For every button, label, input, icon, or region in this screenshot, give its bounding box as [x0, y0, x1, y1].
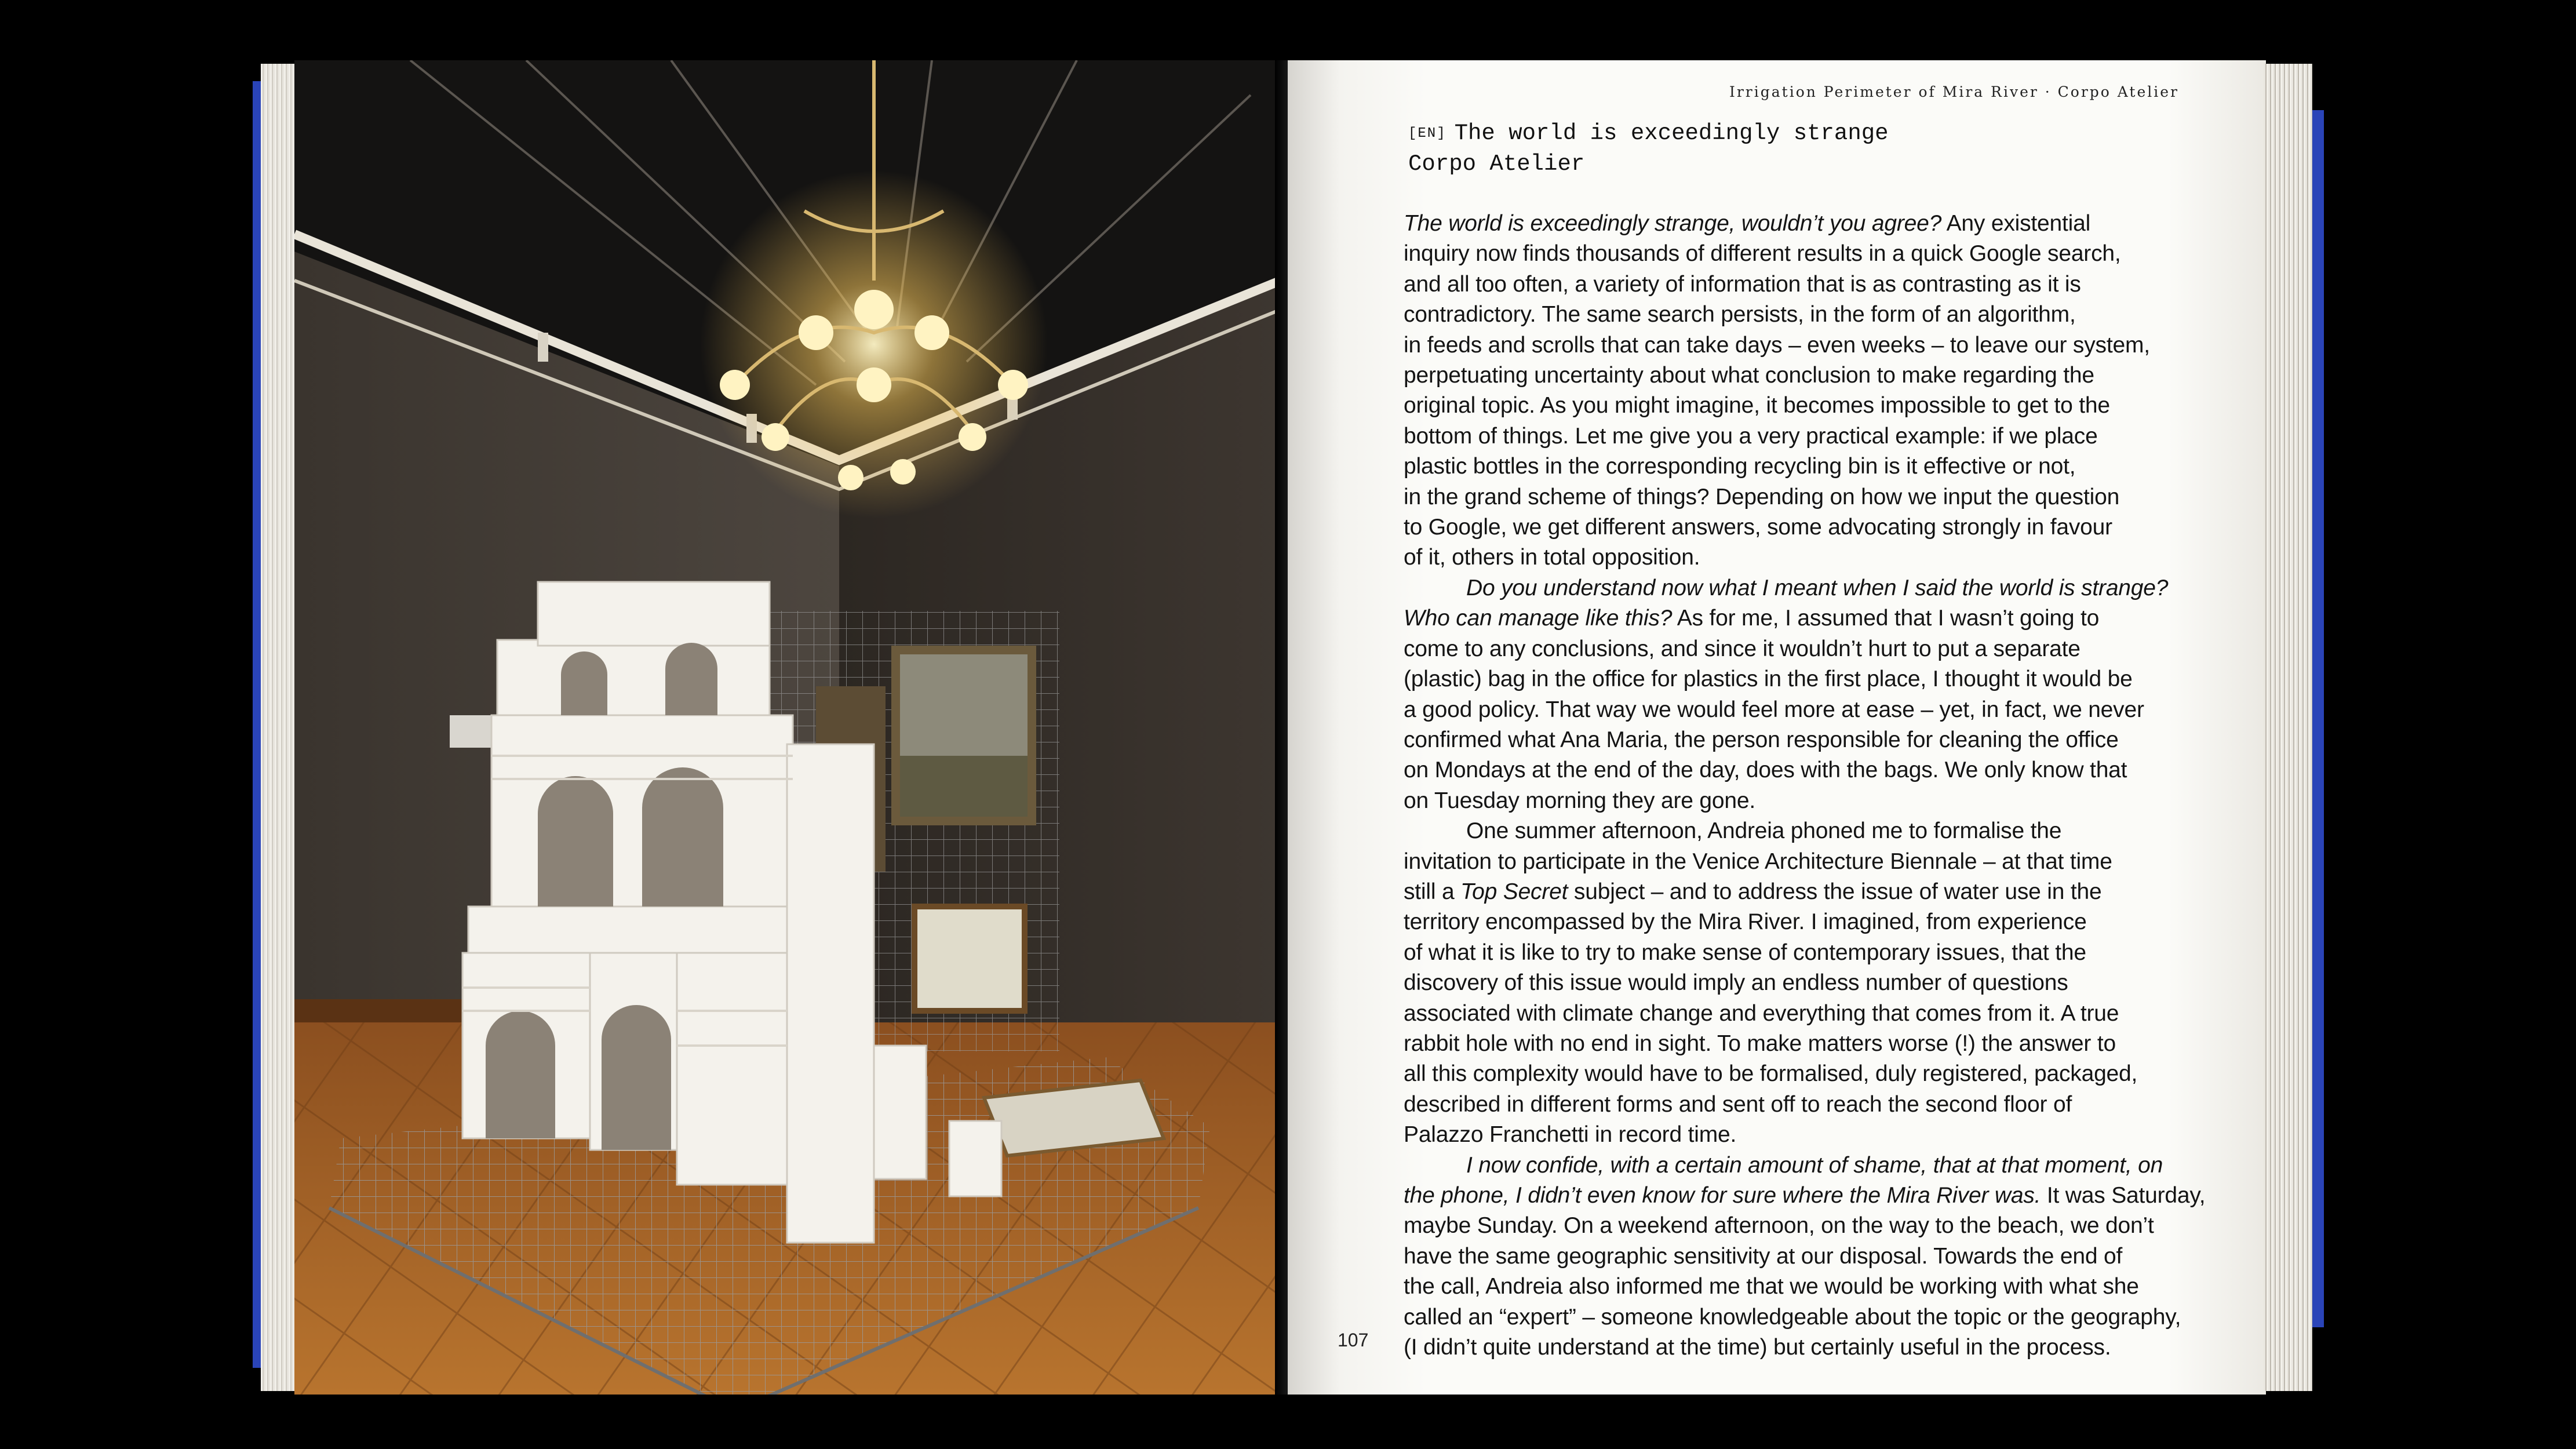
page-stack-left — [261, 64, 294, 1391]
text-run: still a — [1404, 879, 1461, 904]
right-page — [1288, 60, 2266, 1395]
text-line — [1404, 1242, 2221, 1272]
article-title: The world is exceedingly strange — [1454, 121, 1889, 146]
running-head: Irrigation Perimeter of Mira River · Corpo Atelier — [1729, 83, 2179, 100]
italic-run: the phone, I didn’t even know for sure where the Mira River was. — [1404, 1183, 2041, 1208]
text-run: associated with climate change and everything that comes from it. A true — [1404, 1000, 2119, 1026]
text-run: invitation to participate in the Venice Architecture Biennale – at that time — [1404, 849, 2112, 874]
text-line — [1404, 1029, 2221, 1059]
text-run: territory encompassed by the Mira River. I imagined, from experience — [1404, 909, 2087, 935]
text-line — [1404, 1059, 2221, 1089]
text-run: on Tuesday morning they are gone. — [1404, 788, 1755, 813]
text-line — [1404, 1302, 2221, 1333]
text-line — [1404, 330, 2221, 361]
text-line — [1404, 968, 2221, 998]
text-line — [1404, 300, 2221, 330]
italic-run: Top Secret — [1460, 879, 1568, 904]
text-run: described in different forms and sent off to reach the second floor of — [1404, 1091, 2072, 1117]
title-line — [1408, 118, 1889, 149]
text-line — [1404, 1090, 2221, 1120]
text-line — [1404, 391, 2221, 421]
text-run: (I didn’t quite understand at the time) but certainly useful in the process. — [1404, 1335, 2111, 1360]
text-run: come to any conclusions, and since it wouldn’t hurt to put a separate — [1404, 636, 2081, 661]
text-line — [1404, 1151, 2221, 1181]
text-run: One summer afternoon, Andreia phoned me to formalise the — [1466, 818, 2062, 844]
text-line — [1404, 1333, 2221, 1363]
text-run: all this complexity would have to be formalised, duly registered, packaged, — [1404, 1061, 2138, 1087]
text-run: of what it is like to try to make sense of contemporary issues, that the — [1404, 940, 2086, 965]
text-line — [1404, 695, 2221, 725]
text-line — [1404, 907, 2221, 937]
text-line — [1404, 421, 2221, 452]
text-line — [1404, 816, 2221, 846]
book-cover-edge-left — [253, 81, 261, 1368]
italic-run: I now confide, with a certain amount of shame, that at that moment, on — [1466, 1152, 2163, 1178]
text-run: on Mondays at the end of the day, does with the bags. We only know that — [1404, 758, 2127, 783]
text-run: As for me, I assumed that I wasn’t going to — [1672, 606, 2100, 631]
text-run: perpetuating uncertainty about what conclusion to make regarding the — [1404, 363, 2094, 388]
text-line — [1404, 755, 2221, 785]
text-line — [1404, 543, 2221, 573]
language-tag: [EN] — [1408, 126, 1447, 141]
text-run: It was Saturday, — [2041, 1183, 2206, 1208]
text-run: (plastic) bag in the office for plastics in the first place, I thought it would be — [1404, 667, 2133, 692]
text-run: of it, others in total opposition. — [1404, 545, 1700, 570]
italic-run: The world is exceedingly strange, wouldn’t you agree? — [1404, 211, 1942, 236]
text-line — [1404, 512, 2221, 543]
text-run: rabbit hole with no end in sight. To make matters worse (!) the answer to — [1404, 1031, 2116, 1056]
italic-run: Do you understand now what I meant when I said the world is strange? — [1466, 575, 2169, 600]
text-run: bottom of things. Let me give you a very practical example: if we place — [1404, 423, 2098, 449]
text-run: a good policy. That way we would feel more at ease – yet, in fact, we never — [1404, 697, 2144, 722]
italic-run: Who can manage like this? — [1404, 606, 1673, 631]
text-line — [1404, 786, 2221, 816]
text-line — [1404, 239, 2221, 269]
exhibition-photo — [294, 60, 1281, 1395]
text-line — [1404, 573, 2221, 603]
text-run: subject – and to address the issue of water use in the — [1568, 879, 2102, 904]
text-run: contradictory. The same search persists, in the form of an algorithm, — [1404, 302, 2076, 327]
left-page-photo — [294, 60, 1281, 1395]
text-run: Palazzo Franchetti in record time. — [1404, 1122, 1737, 1148]
text-line — [1404, 1120, 2221, 1150]
text-line — [1404, 634, 2221, 664]
text-run: maybe Sunday. On a weekend afternoon, on the way to the beach, we don’t — [1404, 1213, 2154, 1239]
page-number: 107 — [1338, 1330, 1369, 1350]
article-author: Corpo Atelier — [1408, 151, 1585, 177]
text-run: Any existential — [1941, 211, 2091, 236]
text-line — [1404, 361, 2221, 391]
text-line — [1404, 877, 2221, 907]
text-line — [1404, 603, 2221, 634]
text-line — [1404, 482, 2221, 512]
book-cover-edge-right — [2312, 110, 2324, 1327]
text-line — [1404, 270, 2221, 300]
text-run: and all too often, a variety of information that is as contrasting as it is — [1404, 271, 2081, 297]
text-run: to Google, we get different answers, some advocating strongly in favour — [1404, 515, 2112, 540]
article-heading — [1408, 118, 1889, 179]
text-run: the call, Andreia also informed me that we would be working with what she — [1404, 1274, 2139, 1299]
page-stack-right — [2264, 64, 2312, 1391]
text-line — [1404, 847, 2221, 877]
text-run: discovery of this issue would imply an endless number of questions — [1404, 970, 2068, 996]
text-line — [1404, 725, 2221, 755]
text-line — [1404, 1181, 2221, 1211]
text-run: in the grand scheme of things? Depending on how we input the question — [1404, 484, 2120, 509]
text-run: original topic. As you might imagine, it becomes impossible to get to the — [1404, 393, 2110, 418]
body-text — [1404, 209, 2221, 1363]
text-line — [1404, 1211, 2221, 1241]
text-line — [1404, 209, 2221, 239]
text-line — [1404, 999, 2221, 1029]
text-line — [1404, 938, 2221, 968]
text-line — [1404, 1272, 2221, 1302]
text-line — [1404, 452, 2221, 482]
text-run: called an “expert” – someone knowledgeable about the topic or the geography, — [1404, 1304, 2181, 1330]
text-run: in feeds and scrolls that can take days – even weeks – to leave our system, — [1404, 332, 2150, 358]
text-run: confirmed what Ana Maria, the person responsible for cleaning the office — [1404, 727, 2119, 752]
text-run: inquiry now finds thousands of different results in a quick Google search, — [1404, 241, 2121, 267]
text-line — [1404, 664, 2221, 694]
text-run: have the same geographic sensitivity at our disposal. Towards the end of — [1404, 1243, 2123, 1269]
text-run: plastic bottles in the corresponding recycling bin is it effective or not, — [1404, 454, 2076, 479]
